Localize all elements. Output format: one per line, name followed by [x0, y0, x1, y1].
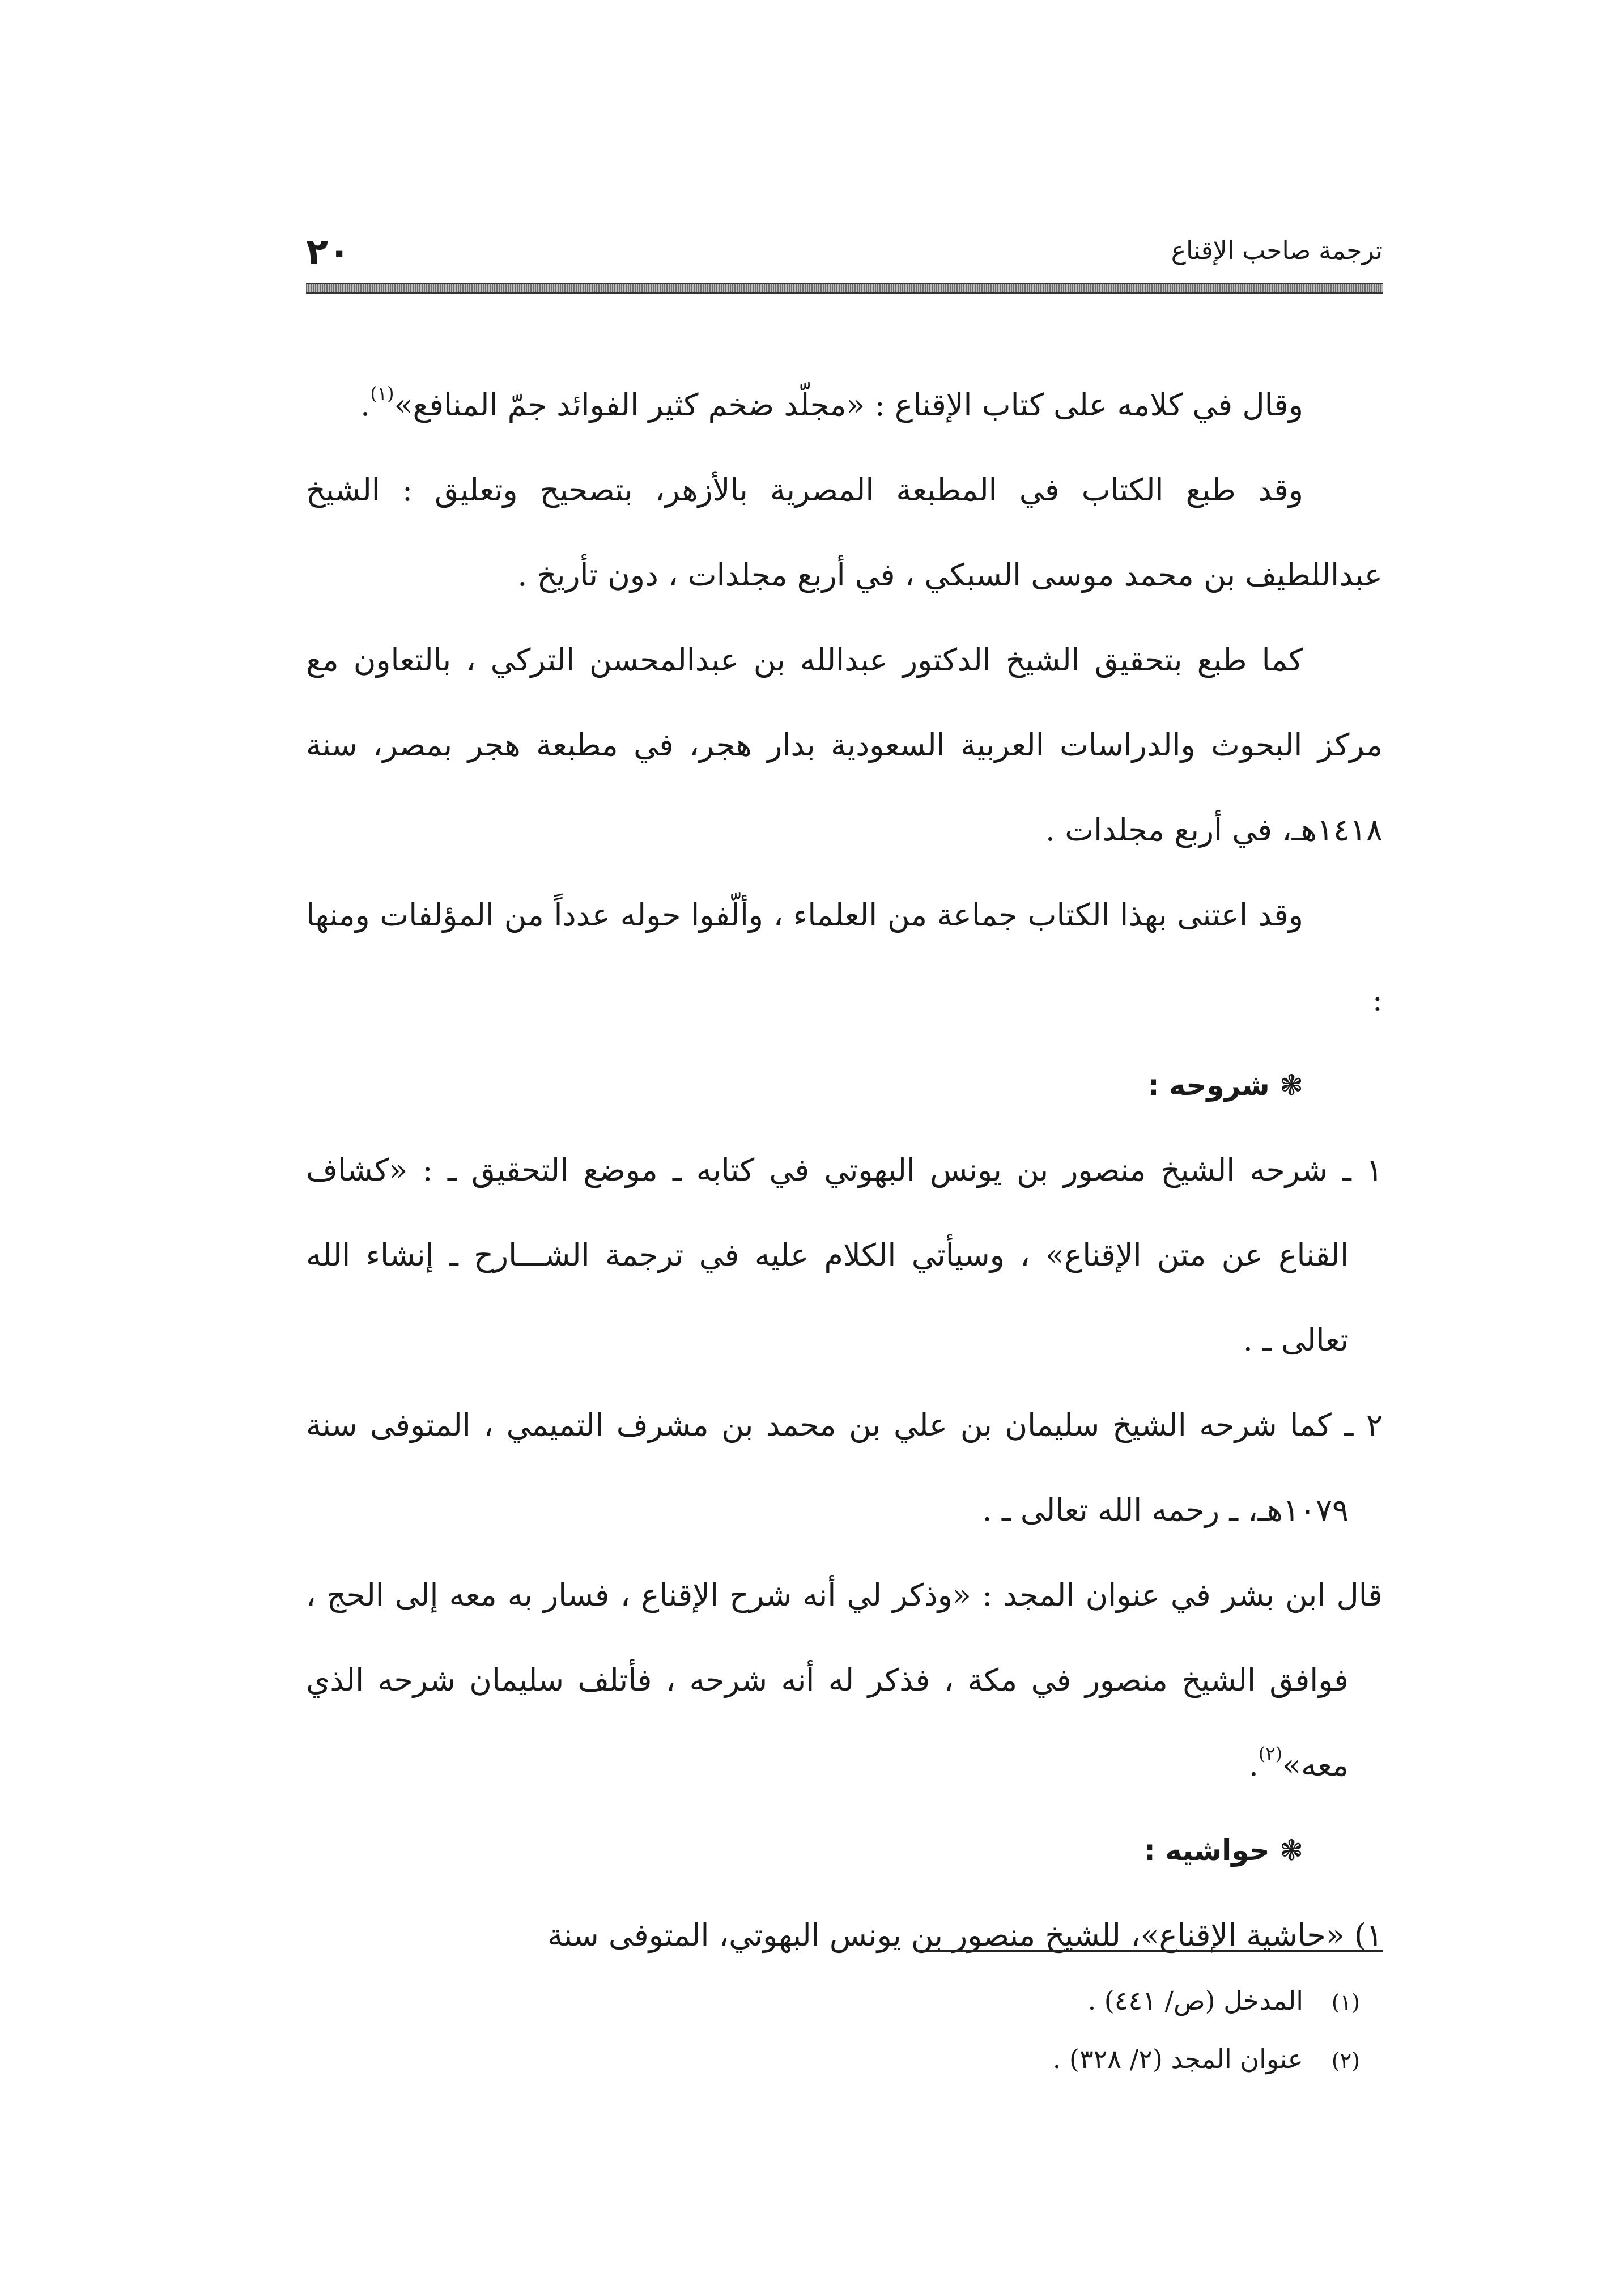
footnote-2-text: عنوان المجد (٢/ ٣٢٨) . — [1052, 2044, 1303, 2074]
running-header — [306, 224, 1383, 275]
paragraph-5 — [306, 1553, 1383, 1808]
paragraph-5-end: . — [1248, 1747, 1259, 1783]
footnote-2-number: (٢) — [1331, 2048, 1360, 2073]
header-rule — [306, 283, 1383, 294]
paragraph-3: كما طبع بتحقيق الشيخ الدكتور عبدالله بن عبدالمحسن التركي ، بالتعاون مع مركز البحوث والدراسات العربية السعودية بدار هجر، في مطبعة هجر بمصر، سنة ١٤١٨هـ، في أربع مجلدات . — [306, 642, 1383, 848]
footnote-rule — [918, 1950, 1383, 1952]
paragraph-1-end: . — [360, 387, 371, 423]
paragraph-1-text: وقال في كلامه على كتاب الإقناع : «مجلّد ضخم كثير الفوائد جمّ المنافع» — [394, 387, 1303, 423]
list-item-2: ٢ ـ كما شرحه الشيخ سليمان بن علي بن محمد بن مشرف التميمي ، المتوفى سنة ١٠٧٩هـ، ـ رحمه الله تعالى ـ . — [306, 1407, 1383, 1528]
section-heading-glosses: ❃ حواشيه : — [1143, 1834, 1303, 1867]
footnote-ref-2: (٢) — [1258, 1743, 1283, 1764]
list-item-3: ١) «حاشية الإقناع»، للشيخ منصور بن يونس البهوتي، المتوفى سنة — [547, 1917, 1383, 1953]
paragraph-5-text: قال ابن بشر في عنوان المجد : «وذكر لي أنه شرح الإقناع ، فسار به معه إلى الحج ، فوافق الشيخ منصور في مكة ، فذكر له أنه شرحه ، فأتلف سليمان شرحه الذي معه» — [306, 1577, 1383, 1783]
body-text — [306, 363, 1383, 1978]
footnotes — [306, 1972, 1383, 2089]
section-heading-commentaries: ❃ شروحه : — [1147, 1069, 1303, 1102]
page-number: ٢٠ — [306, 231, 351, 273]
footnote-2 — [306, 2031, 1383, 2089]
paragraph-2: وقد طبع الكتاب في المطبعة المصرية بالأزهر، بتصحيح وتعليق : الشيخ عبداللطيف بن محمد موسى السبكي ، في أربع مجلدات ، دون تأريخ . — [306, 472, 1383, 593]
paragraph-4: وقد اعتنى بهذا الكتاب جماعة من العلماء ، وألّفوا حوله عدداً من المؤلفات ومنها : — [306, 897, 1383, 1018]
paragraph-1 — [306, 363, 1383, 448]
footnote-1 — [306, 1972, 1383, 2031]
running-title: ترجمة صاحب الإقناع — [1171, 236, 1383, 265]
list-item-1: ١ ـ شرحه الشيخ منصور بن يونس البهوتي في كتابه ـ موضع التحقيق ـ : «كشاف القناع عن متن الإقناع» ، وسيأتي الكلام عليه في ترجمة الشـــارح ـ إنشاء الله تعالى ـ . — [306, 1152, 1383, 1358]
footnote-1-number: (١) — [1331, 1990, 1360, 2015]
footnote-ref-1: (١) — [370, 383, 394, 404]
footnote-1-text: المدخل (ص/ ٤٤١) . — [1087, 1985, 1303, 2016]
